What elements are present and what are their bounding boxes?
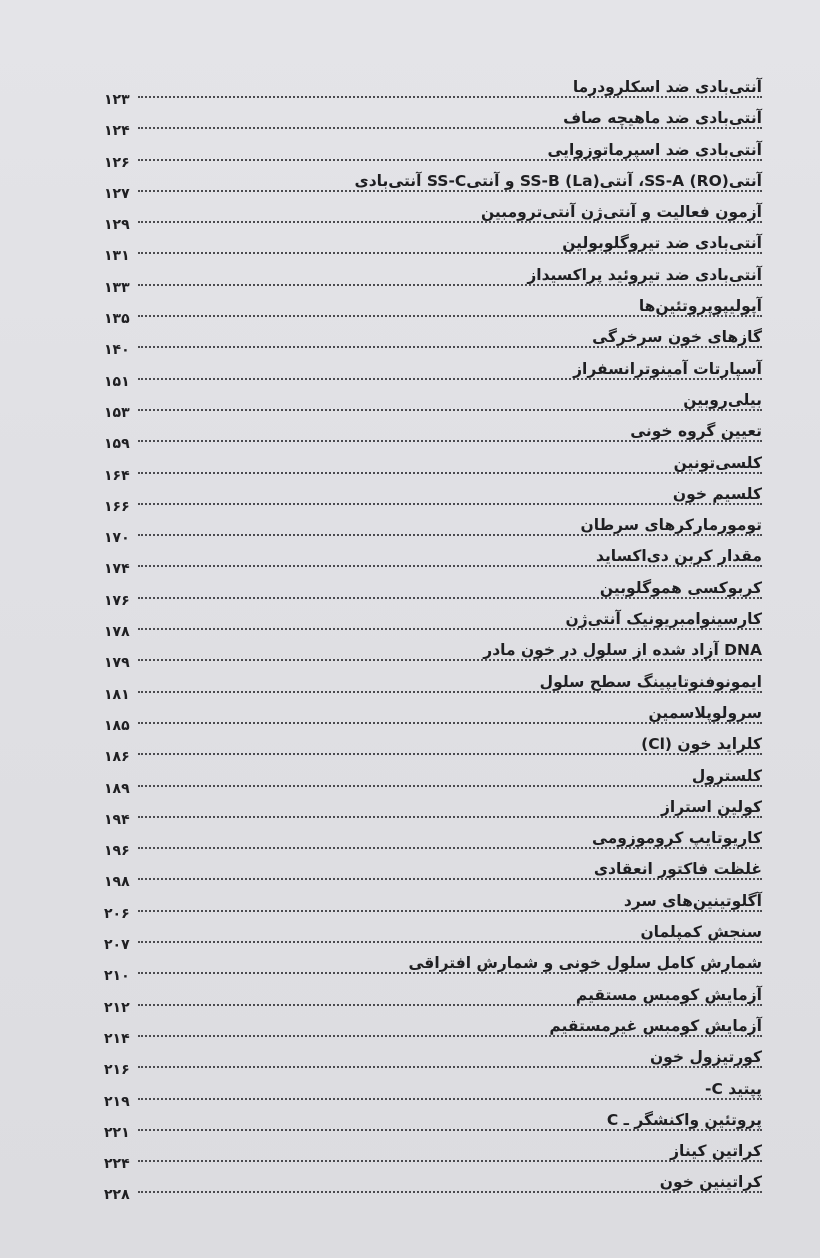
toc-entry-page-number: ۱۸۵ <box>104 717 130 734</box>
toc-entry-title: مقدار کربن دی‌اکساید <box>595 547 762 566</box>
toc-entry-title: کلسترول <box>691 766 762 785</box>
dot-leader <box>138 534 762 536</box>
toc-entry-page-number: ۱۲۹ <box>104 217 130 234</box>
toc-entry-title: کلسیم خون <box>672 484 762 503</box>
dot-leader <box>138 440 762 442</box>
toc-entry <box>98 352 762 390</box>
toc-entry-page-number: ۱۳۱ <box>104 248 130 265</box>
dot-leader <box>138 127 762 129</box>
toc-entry <box>98 978 762 1016</box>
toc-entry-title: پپتید C- <box>705 1079 762 1098</box>
toc-entry-page-number: ۲۲۴ <box>104 1156 130 1173</box>
toc-entry <box>98 915 762 954</box>
dot-leader <box>138 1129 762 1131</box>
toc-entry <box>98 1165 762 1204</box>
toc-entry-page-number: ۱۸۱ <box>104 686 130 703</box>
toc-entry-title: کورتیزول خون <box>649 1048 762 1067</box>
toc-entry-page-number: ۲۲۱ <box>104 1124 130 1141</box>
toc-entry-title: شمارش کامل سلول خونی و شمارش افتراقی <box>408 954 762 973</box>
dot-leader <box>138 252 762 254</box>
toc-entry-page-number: ۲۱۲ <box>104 999 130 1016</box>
toc-entry-title: آنتی‌بادی ضد ماهیچه صاف <box>563 109 762 128</box>
toc-entry-page-number: ۱۴۰ <box>104 342 130 359</box>
toc-entry-title: تعیین گروه خونی <box>630 422 762 441</box>
toc-entry-title: آنتی‌بادی ضد تیروئید پراکسیداز <box>527 265 762 284</box>
toc-entry <box>98 759 762 797</box>
toc-entry <box>98 195 762 234</box>
toc-entry-page-number: ۲۲۸ <box>104 1187 130 1204</box>
toc-entry-page-number: ۱۵۹ <box>104 436 130 453</box>
toc-entry-title: کراتینین خون <box>659 1173 762 1192</box>
toc-entry <box>98 258 762 296</box>
dot-leader <box>138 785 762 787</box>
toc-entry-page-number: ۱۲۳ <box>104 92 130 108</box>
toc-entry-title: سنجش کمپلمان <box>640 923 762 942</box>
dot-leader <box>138 503 762 505</box>
dot-leader <box>138 1160 762 1162</box>
toc-entry-page-number: ۱۹۴ <box>104 811 130 828</box>
toc-entry-title: آزمایش کومبس مستقیم <box>575 985 762 1004</box>
toc-entry-title: کلسی‌تونین <box>673 453 762 472</box>
toc-entry-title: کاریوتایپ کروموزومی <box>591 829 762 848</box>
toc-entry-page-number: ۱۲۷ <box>104 185 130 202</box>
toc-entry <box>98 727 762 766</box>
toc-entry <box>98 320 762 359</box>
toc-entry <box>98 633 762 672</box>
toc-entry-title: آپولیپوپروتئین‌ها <box>638 297 762 316</box>
toc-entry <box>98 602 762 641</box>
toc-entry-title: کربوکسی هموگلوبین <box>599 578 762 597</box>
dot-leader <box>138 1098 762 1100</box>
toc-entry-page-number: ۱۷۶ <box>104 592 130 609</box>
toc-entry-page-number: ۱۳۳ <box>104 279 130 296</box>
dot-leader <box>138 1004 762 1006</box>
dot-leader <box>138 597 762 599</box>
dot-leader <box>138 1035 762 1037</box>
toc-entry-title: آنتیSS-A (RO)، آنتیSS-B (La) و آنتیSS-C آنتی‌بادی <box>354 171 762 190</box>
toc-entry-page-number: ۱۵۱ <box>104 373 130 390</box>
toc-entry-title: آزمون فعالیت و آنتی‌ژن آنتی‌ترومبین <box>480 203 762 222</box>
toc-entry <box>98 1134 762 1173</box>
toc-entry-title: پروتئین واکنشگر ـ C <box>606 1110 762 1129</box>
dot-leader <box>138 1066 762 1068</box>
toc-entry <box>98 1103 762 1141</box>
toc-entry-title: گازهای خون سرخرگی <box>592 328 762 347</box>
dot-leader <box>138 96 762 98</box>
toc-entry-page-number: ۲۱۴ <box>104 1030 130 1047</box>
toc-entry-page-number: ۲۰۶ <box>104 905 130 922</box>
toc-entry <box>98 884 762 922</box>
dot-leader <box>138 753 762 755</box>
dot-leader <box>138 847 762 849</box>
dot-leader <box>138 284 762 286</box>
toc-entry <box>98 946 762 985</box>
dot-leader <box>138 190 762 192</box>
toc-entry <box>98 696 762 734</box>
toc-entry-page-number: ۲۱۹ <box>104 1093 130 1110</box>
dot-leader <box>138 941 762 943</box>
toc-entry-page-number: ۱۲۴ <box>104 123 130 140</box>
toc-entry-page-number: ۱۶۴ <box>104 467 130 484</box>
toc-entry-page-number: ۱۲۶ <box>104 154 130 171</box>
toc-entry-page-number: ۱۷۸ <box>104 624 130 641</box>
toc-entry <box>98 164 762 202</box>
toc-entry <box>98 70 762 108</box>
toc-entry-page-number: ۲۱۶ <box>104 1062 130 1079</box>
toc-entry-title: آسپارتات آمینوترانسفراز <box>573 359 762 378</box>
toc-entry-page-number: ۱۹۸ <box>104 874 130 891</box>
toc-entry-page-number: ۱۷۰ <box>104 530 130 547</box>
dot-leader <box>138 972 762 974</box>
toc-entry <box>98 1072 762 1110</box>
toc-entry-page-number: ۱۶۶ <box>104 498 130 515</box>
dot-leader <box>138 1191 762 1193</box>
toc-entry <box>98 508 762 547</box>
toc-entry-title: کارسینوامبریونیک آنتی‌ژن <box>565 610 762 629</box>
toc-entry-title: کلراید خون (Cl) <box>641 735 762 754</box>
toc-entry-page-number: ۱۵۳ <box>104 404 130 421</box>
toc-entry <box>98 539 762 578</box>
dot-leader <box>138 221 762 223</box>
toc-entry-title: DNA آزاد شده از سلول در خون مادر <box>483 641 762 660</box>
toc-entry-title: غلظت فاکتور انعقادی <box>593 860 762 879</box>
dot-leader <box>138 565 762 567</box>
toc-entry <box>98 1040 762 1079</box>
toc-entry <box>98 226 762 265</box>
toc-entry-page-number: ۱۷۹ <box>104 655 130 672</box>
toc-entry <box>98 414 762 453</box>
toc-entry <box>98 665 762 703</box>
dot-leader <box>138 346 762 348</box>
toc-entry-page-number: ۲۱۰ <box>104 968 130 985</box>
toc-entry <box>98 852 762 891</box>
toc-entry-title: کراتین کیناز <box>670 1142 762 1161</box>
toc-entry-title: آگلوتینین‌های سرد <box>623 891 762 910</box>
toc-entry-title: سرولوپلاسمین <box>648 703 762 722</box>
dot-leader <box>138 722 762 724</box>
table-of-contents <box>98 70 762 1204</box>
toc-entry-page-number: ۱۸۹ <box>104 780 130 797</box>
dot-leader <box>138 472 762 474</box>
toc-entry <box>98 289 762 328</box>
toc-entry-page-number: ۱۳۵ <box>104 311 130 328</box>
toc-entry <box>98 383 762 421</box>
dot-leader <box>138 409 762 411</box>
toc-entry <box>98 821 762 860</box>
toc-entry <box>98 477 762 515</box>
toc-entry <box>98 101 762 140</box>
toc-entry-title: آزمایش کومبس غیرمستقیم <box>549 1016 762 1035</box>
toc-entry-title: تومورمارکرهای سرطان <box>580 516 762 535</box>
toc-entry <box>98 571 762 609</box>
toc-entry-title: بیلی‌روبین <box>683 390 762 409</box>
dot-leader <box>138 659 762 661</box>
toc-entry-title: ایمونوفنوتایپینگ سطح سلول <box>539 672 762 691</box>
toc-entry-page-number: ۱۸۶ <box>104 749 130 766</box>
toc-entry-page-number: ۲۰۷ <box>104 937 130 954</box>
toc-entry <box>98 133 762 171</box>
toc-entry <box>98 790 762 828</box>
toc-entry-title: کولین استراز <box>661 797 762 816</box>
dot-leader <box>138 628 762 630</box>
toc-entry-title: آنتی‌بادی ضد تیروگلوبولین <box>562 234 762 253</box>
toc-entry-title: آنتی‌بادی ضد اسکلرودرما <box>572 78 762 96</box>
toc-entry-title: آنتی‌بادی ضد اسپرماتوزوایی <box>547 140 762 159</box>
toc-entry-page-number: ۱۹۶ <box>104 843 130 860</box>
toc-entry <box>98 1009 762 1047</box>
dot-leader <box>138 910 762 912</box>
toc-entry-page-number: ۱۷۴ <box>104 561 130 578</box>
dot-leader <box>138 816 762 818</box>
dot-leader <box>138 878 762 880</box>
toc-entry <box>98 446 762 484</box>
dot-leader <box>138 315 762 317</box>
